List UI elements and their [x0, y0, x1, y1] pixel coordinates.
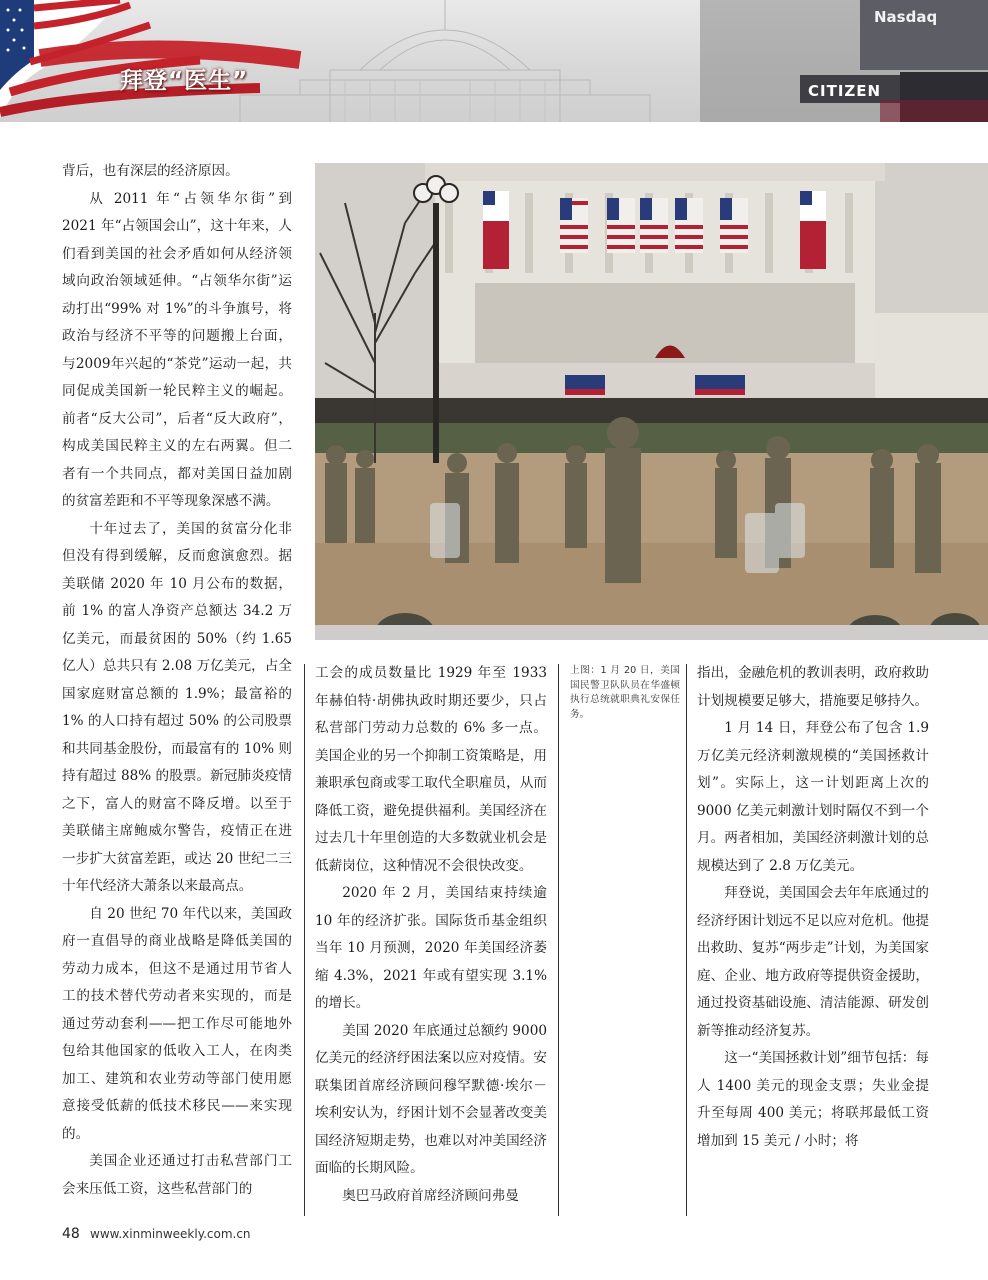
paragraph: 拜登说，美国国会去年年底通过的经济纾困计划远不足以应对危机。他提出救助、复苏“两步走”计划，为美国家庭、企业、地方政府等提供资金援助，通过投资基础设施、清洁能源、研发创新等推动经济复苏。 — [697, 885, 929, 1039]
paragraph: 从 2011 年“占领华尔街”到 2021 年“占领国会山”，这十年来，人们看到美国的社会矛盾如何从经济领域向政治领域延伸。“占领华尔街”运动打出“99% 对 1%”的斗争旗号，将政治与经济不平等的问题搬上台面，与2009年兴起的“茶党”运动一起，共同促成美国新一轮民粹主义的崛起。前者“反大公司”，后者“反大政府”，构成美国民粹主义的左右两翼。但二者有一个共同点，都对美国日益加剧的贫富差距和不平等现象深感不满。 — [62, 190, 292, 509]
paragraph: 美国企业还通过打击私营部门工会来压低工资，这些私营部门的 — [62, 1153, 292, 1197]
article-column-3 — [697, 660, 929, 1155]
article-photo — [315, 163, 988, 640]
paragraph: 2020 年 2 月，美国结束持续逾 10 年的经济扩张。国际货币基金组织当年 10 月预测，2020 年美国经济萎缩 4.3%，2021 年或有望实现 3.1% 的增长。 — [315, 885, 547, 1011]
paragraph: 这一“美国拯救计划”细节包括：每人 1400 美元的现金支票；失业金提升至每周 400 美元；将联邦最低工资增加到 15 美元 / 小时；将 — [697, 1050, 929, 1149]
paragraph: 奥巴马政府首席经济顾问弗曼 — [342, 1187, 519, 1204]
flag-icon — [0, 0, 300, 118]
paragraph: 指出，金融危机的教训表明，政府救助计划规模要足够大，措施要足够持久。 — [697, 665, 929, 709]
paragraph: 背后，也有深层的经济原因。 — [62, 163, 239, 179]
section-title: 拜登“医生” — [120, 68, 249, 94]
paragraph: 1 月 14 日，拜登公布了包含 1.9 万亿美元经济刺激规模的“美国拯救计划”。实际上，这一计划距离上次的 9000 亿美元刺激计划时隔仅不到一个月。两者相加，美国经济刺激计划的总规模达到了 2.8 万亿美元。 — [697, 720, 929, 874]
header-banner — [0, 0, 988, 122]
page-number: 48 — [62, 1226, 80, 1242]
article-column-2 — [315, 660, 547, 1210]
column-rule — [686, 664, 687, 1216]
column-rule — [304, 664, 305, 1216]
paragraph: 自 20 世纪 70 年代以来，美国政府一直倡导的商业战略是降低美国的劳动力成本，但这不是通过用节省人工的技术替代劳动者来实现的，而是通过劳动套利——把工作尽可能地外包给其他国家的低收入工人，在肉类加工、建筑和农业劳动等部门使用愿意接受低薪的低技术移民——来实现的。 — [62, 905, 292, 1142]
photo-caption: 上图：1 月 20 日，美国国民警卫队队员在华盛顿执行总统就职典礼安保任务。 — [570, 665, 680, 720]
background-sign-nasdaq: Nasdaq — [874, 8, 938, 26]
website-url: www.xinminweekly.com.cn — [90, 1227, 251, 1241]
paragraph: 十年过去了，美国的贫富分化非但没有得到缓解，反而愈演愈烈。据美联储 2020 年 10 月公布的数据，前 1% 的富人净资产总额达 34.2 万亿美元，而最贫困的 50%（约 1.65 亿人）总共只有 2.08 万亿美元，占全国家庭财富总额的 1.9%；最富裕的 1% 的人口持有超过 50% 的公司股票和共同基金股份，而最富有的 10% 则持有超过 88% 的股票。新冠肺炎疫情之下，富人的财富不降反增。以至于美联储主席鲍威尔警告，疫情正在进一步扩大贫富差距，或达 20 世纪二三十年代经济大萧条以来最高点。 — [62, 520, 292, 894]
paragraph: 工会的成员数量比 1929 年至 1933 年赫伯特·胡佛执政时期还要少，只占私营部门劳动力总数的 6% 多一点。美国企业的另一个抑制工资策略是，用兼职承包商或零工取代全职雇员，从而降低工资，避免提供福利。美国经济在过去几十年里创造的大多数就业机会是低薪岗位，这种情况不会很快改变。 — [315, 665, 547, 874]
capitol-sketch-illustration — [0, 0, 988, 122]
paragraph: 美国 2020 年底通过总额约 9000 亿美元的经济纾困法案以应对疫情。安联集团首席经济顾问穆罕默德·埃尔－埃利安认为，纾困计划不会显著改变美国经济短期走势，也难以对冲美国经济面临的长期风险。 — [315, 1022, 547, 1176]
article-column-1 — [62, 158, 292, 1203]
background-sign-citizen: CITIZEN — [808, 82, 882, 100]
column-rule — [558, 664, 559, 1216]
